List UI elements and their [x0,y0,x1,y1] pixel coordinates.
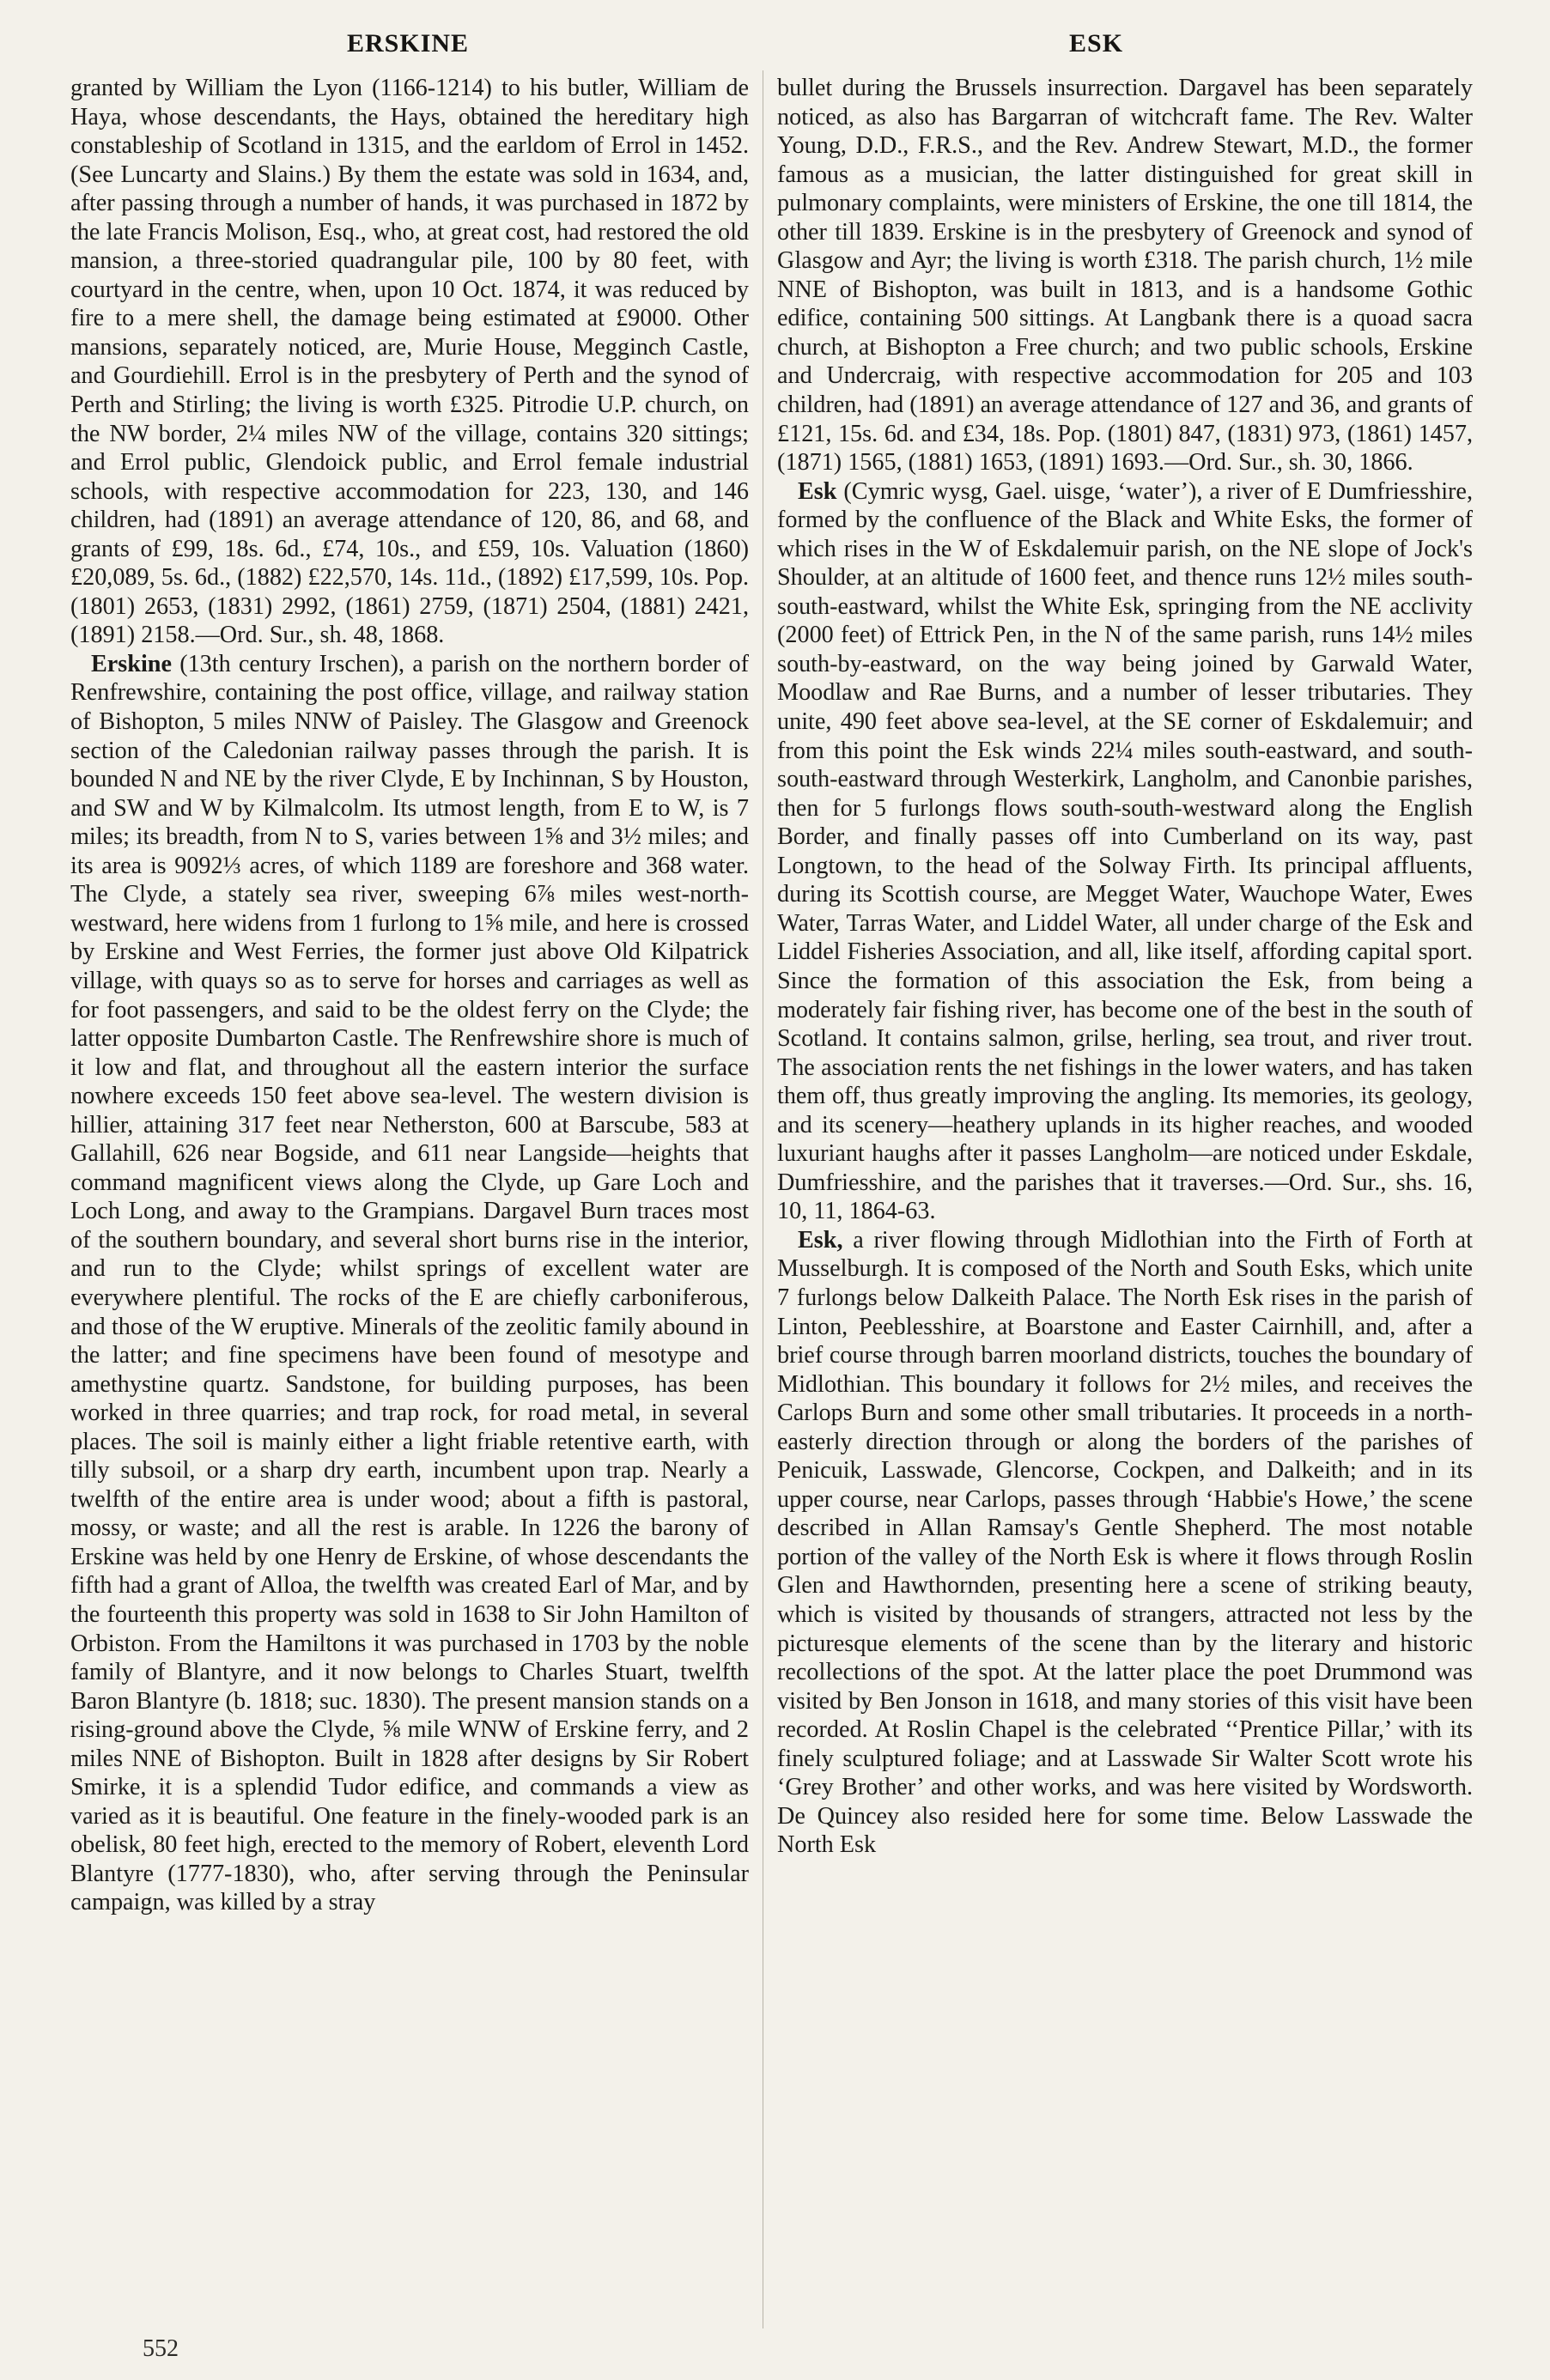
entry-body-erskine: (13th century Irschen), a parish on the northern border of Renfrewshire, containing the post office, village, and railway station of Bishopton, 5 miles NNW of Paisley. The Glasgow and Greenock section of the Caledonian railway passes through the parish. It is bounded N and NE by the river Clyde, E by Inchinnan, S by Houston, and SW and W by Kilmalcolm. Its utmost length, from E to W, is 7 miles; its breadth, from N to S, varies between 1⅝ and 3½ miles; and its area is 9092⅓ acres, of which 1189 are foreshore and 368 water. The Clyde, a stately sea river, sweeping 6⅞ miles west-north-westward, here widens from 1 furlong to 1⅝ mile, and here is crossed by Erskine and West Ferries, the former just above Old Kilpatrick village, with quays so as to serve for horses and carriages as well as for foot passengers, and said to be the oldest ferry on the Clyde; the latter opposite Dumbarton Castle. The Renfrewshire shore is much of it low and flat, and throughout all the eastern interior the surface nowhere exceeds 150 feet above sea-level. The western division is hillier, attaining 317 feet near Netherston, 600 at Barscube, 583 at Gallahill, 626 near Bogside, and 611 near Langside—heights that command magnificent views along the Clyde, up Gare Loch and Loch Long, and away to the Grampians. Dargavel Burn traces most of the southern boundary, and several short burns rise in the interior, and run to the Clyde; whilst springs of excellent water are everywhere plentiful. The rocks of the E are chiefly carboniferous, and those of the W eruptive. Minerals of the zeolitic family abound in the latter; and fine specimens have been found of mesotype and amethystine quartz. Sandstone, for building purposes, has been worked in three quarries; and trap rock, for road metal, in several places. The soil is mainly either a light friable retentive earth, with tilly subsoil, or a sharp dry earth, incumbent upon trap. Nearly a twelfth of the entire area is under wood; about a fifth is pastoral, mossy, or waste; and all the rest is arable. In 1226 the barony of Erskine was held by one Henry de Erskine, of whose descendants the fifth had a grant of Alloa, the twelfth was created Earl of Mar, and by the fourteenth this property was sold in 1638 to Sir John Hamilton of Orbiston. From the Hamiltons it was purchased in 1703 by the noble family of Blantyre, and it now belongs to Charles Stuart, twelfth Baron Blantyre (b. 1818; suc. 1830). The present mansion stands on a rising-ground above the Clyde, ⅝ mile WNW of Erskine ferry, and 2 miles NNE of Bishopton. Built in 1828 after designs by Sir Robert Smirke, it is a splendid Tudor edifice, and commands a view as varied as it is beautiful. One feature in the finely-wooded park is an obelisk, 80 feet high, erected to the memory of Robert, eleventh Lord Blantyre (1777-1830), who, after serving through the Peninsular campaign, was killed by a stray [70,650,750,1916]
left-column [70,74,749,1917]
running-head-left: ERSKINE [347,29,470,58]
entry-heading-esk-midlothian: Esk, [798,1226,843,1254]
entry-body-esk-midlothian: a river flowing through Midlothian into the Firth of Forth at Musselburgh. It is composed of the North and South Esks, which unite 7 furlongs below Dalkeith Palace. The North Esk rises in the parish of Linton, Peeblesshire, at Boarstone and Easter Cairnhill, and, after a brief course through barren moorland districts, touches the boundary of Midlothian. This boundary it follows for 2½ miles, and receives the Carlops Burn and some other small tributaries. It proceeds in a north-easterly direction through or along the borders of the parishes of Penicuik, Lasswade, Glencorse, Cockpen, and Dalkeith; and in its upper course, near Carlops, passes through ‘Habbie's Howe,’ the scene described in Allan Ramsay's Gentle Shepherd. The most notable portion of the valley of the North Esk is where it flows through Roslin Glen and Hawthornden, presenting here a scene of striking beauty, which is visited by thousands of strangers, attracted not less by the picturesque elements of the scene than by the literary and historic recollections of the spot. At the latter place the poet Drummond was visited by Ben Jonson in 1618, and many stories of this visit have been recorded. At Roslin Chapel is the celebrated ‘‘Prentice Pillar,’ with its finely sculptured foliage; and at Lasswade Sir Walter Scott wrote his ‘Grey Brother’ and other works, and was here visited by Wordsworth. De Quincey also resided here for some time. Below Lasswade the North Esk [777,1226,1474,1859]
entry-heading-esk: Esk [798,477,837,505]
page-number: 552 [143,2335,179,2362]
running-head-right: ESK [1069,29,1124,58]
entry-heading-erskine: Erskine [91,650,172,677]
paragraph-errol-continued: granted by William the Lyon (1166-1214) to his butler, William de Haya, whose descendants, the Hays, obtained the hereditary high constableship of Scotland in 1315, and the earldom of Errol in 1452. (See Luncarty and Slains.) By them the estate was sold in 1634, and, after passing through a number of hands, it was purchased in 1872 by the late Francis Molison, Esq., who, at great cost, had restored the old mansion, a three-storied quadrangular pile, 100 by 80 feet, with courtyard in the centre, when, upon 10 Oct. 1874, it was reduced by fire to a mere shell, the damage being estimated at £9000. Other mansions, separately noticed, are, Murie House, Megginch Castle, and Gourdiehill. Errol is in the presbytery of Perth and the synod of Perth and Stirling; the living is worth £325. Pitrodie U.P. church, on the NW border, 2¼ miles NW of the village, contains 320 sittings; and Errol public, Glendoick public, and Errol female industrial schools, with respective accommodation for 223, 130, and 146 children, had (1891) an average attendance of 120, 86, and 68, and grants of £99, 18s. 6d., £74, 10s., and £59, 10s. Valuation (1860) £20,089, 5s. 6d., (1882) £22,570, 14s. 11d., (1892) £17,599, 10s. Pop. (1801) 2653, (1831) 2992, (1861) 2759, (1871) 2504, (1881) 2421, (1891) 2158.—Ord. Sur., sh. 48, 1868. [70,75,749,649]
entry-esk-dumfries [777,477,1473,1226]
entry-body-esk: (Cymric wysg, Gael. uisge, ‘water’), a river of E Dumfriesshire, formed by the confluence of the Black and White Esks, the former of which rises in the W of Eskdalemuir parish, on the NE slope of Jock's Shoulder, at an altitude of 1600 feet, and thence runs 12½ miles south-south-eastward, whilst the White Esk, springing from the NE acclivity (2000 feet) of Ettrick Pen, in the N of the same parish, runs 14½ miles south-by-eastward, on the way being joined by Garwald Water, Moodlaw and Rae Burns, and a number of lesser tributaries. They unite, 490 feet above sea-level, at the SE corner of Eskdalemuir; and from this point the Esk winds 22¼ miles south-eastward, and south-south-eastward through Westerkirk, Langholm, and Canonbie parishes, then for 5 furlongs flows south-south-westward along the English Border, and finally passes off into Cumberland on its way, past Longtown, to the head of the Solway Firth. Its principal affluents, during its Scottish course, are Megget Water, Wauchope Water, Ewes Water, Tarras Water, and Liddel Water, all under charge of the Esk and Liddel Fisheries Association, and all, like itself, affording capital sport. Since the formation of this association the Esk, from being a moderately fair fishing river, has become one of the best in the south of Scotland. It contains salmon, grilse, herling, sea trout, and river trout. The association rents the net fishings in the lower waters, and has taken them off, thus greatly improving the angling. Its memories, its geology, and its scenery—heathery uplands in its higher reaches, and wooded luxuriant haughs after it passes Langholm—are noticed under Eskdale, Dumfriesshire, and the parishes that it traverses.—Ord. Sur., shs. 16, 10, 11, 1864-63. [777,477,1473,1225]
entry-esk-midlothian [777,1226,1473,1860]
entry-erskine [70,650,749,1917]
paragraph-erskine-continued: bullet during the Brussels insurrection. Dargavel has been separately noticed, as also has Bargarran of witchcraft fame. The Rev. Walter Young, D.D., F.R.S., and the Rev. Andrew Stewart, M.D., the former famous as a musician, the latter distinguished for great skill in pulmonary complaints, were ministers of Erskine, the one till 1814, the other till 1839. Erskine is in the presbytery of Greenock and synod of Glasgow and Ayr; the living is worth £318. The parish church, 1½ mile NNE of Bishopton, was built in 1813, and is a handsome Gothic edifice, containing 500 sittings. At Langbank there is a quoad sacra church, at Bishopton a Free church; and two public schools, Erskine and Undercraig, with respective accommodation for 205 and 103 children, had (1891) an average attendance of 127 and 36, and grants of £121, 15s. 6d. and £34, 18s. Pop. (1801) 847, (1831) 973, (1861) 1457, (1871) 1565, (1881) 1653, (1891) 1693.—Ord. Sur., sh. 30, 1866. [777,75,1473,477]
right-column [777,74,1473,1860]
